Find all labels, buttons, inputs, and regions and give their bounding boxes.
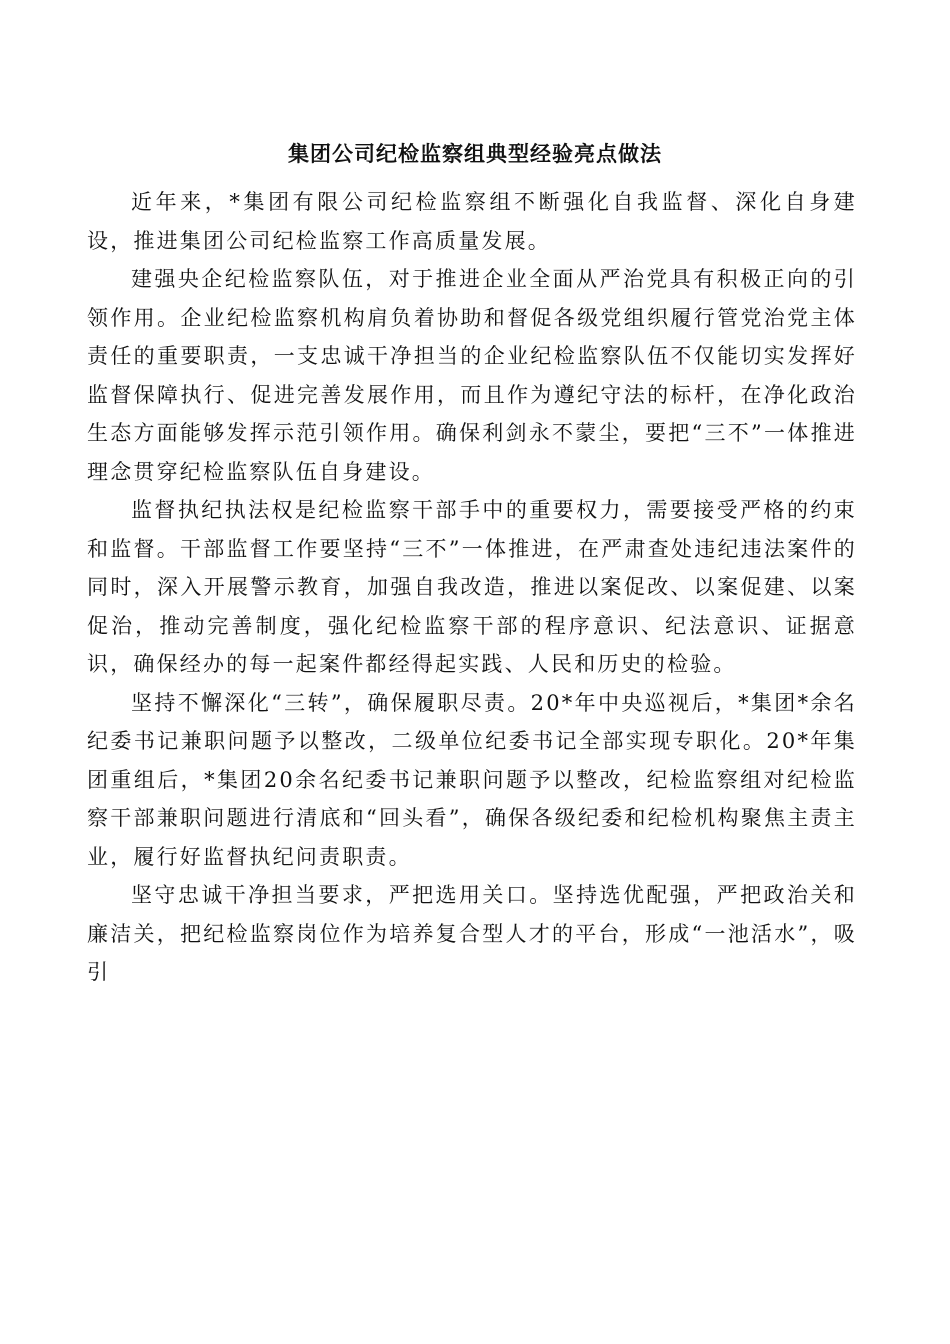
paragraph-team-building: 建强央企纪检监察队伍，对于推进企业全面从严治党具有积极正向的引领作用。企业纪检监察机构肩负着协助和督促各级党组织履行管党治党主体责任的重要职责，一支忠诚干净担当的企业纪检监察队伍不仅能切实发挥好监督保障执行、促进完善发展作用，而且作为遵纪守法的标杆，在净化政治生态方面能够发挥示范引领作用。确保利剑永不蒙尘，要把“三不”一体推进理念贯穿纪检监察队伍自身建设。 [87,267,857,484]
paragraph-intro: 近年来，*集团有限公司纪检监察组不断强化自我监督、深化自身建设，推进集团公司纪检监察工作高质量发展。 [87,190,857,253]
paragraph-selection: 坚守忠诚干净担当要求，严把选用关口。坚持选优配强，严把政治关和廉洁关，把纪检监察岗位作为培养复合型人才的平台，形成“一池活水”，吸引 [87,883,857,984]
paragraph-three-transformations: 坚持不懈深化“三转”，确保履职尽责。20*年中央巡视后，*集团*余名纪委书记兼职问题予以整改，二级单位纪委书记全部实现专职化。20*年集团重组后，*集团20余名纪委书记兼职问题予以整改，纪检监察组对纪检监察干部兼职问题进行清底和“回头看”，确保各级纪委和纪检机构聚焦主责主业，履行好监督执纪问责职责。 [87,690,857,869]
document-body [87,183,857,992]
document-title: 集团公司纪检监察组典型经验亮点做法 [288,141,662,166]
paragraph-supervision: 监督执纪执法权是纪检监察干部手中的重要权力，需要接受严格的约束和监督。干部监督工作要坚持“三不”一体推进，在严肃查处违纪违法案件的同时，深入开展警示教育，加强自我改造，推进以案促改、以案促建、以案促治，推动完善制度，强化纪检监察干部的程序意识、纪法意识、证据意识，确保经办的每一起案件都经得起实践、人民和历史的检验。 [87,498,857,676]
